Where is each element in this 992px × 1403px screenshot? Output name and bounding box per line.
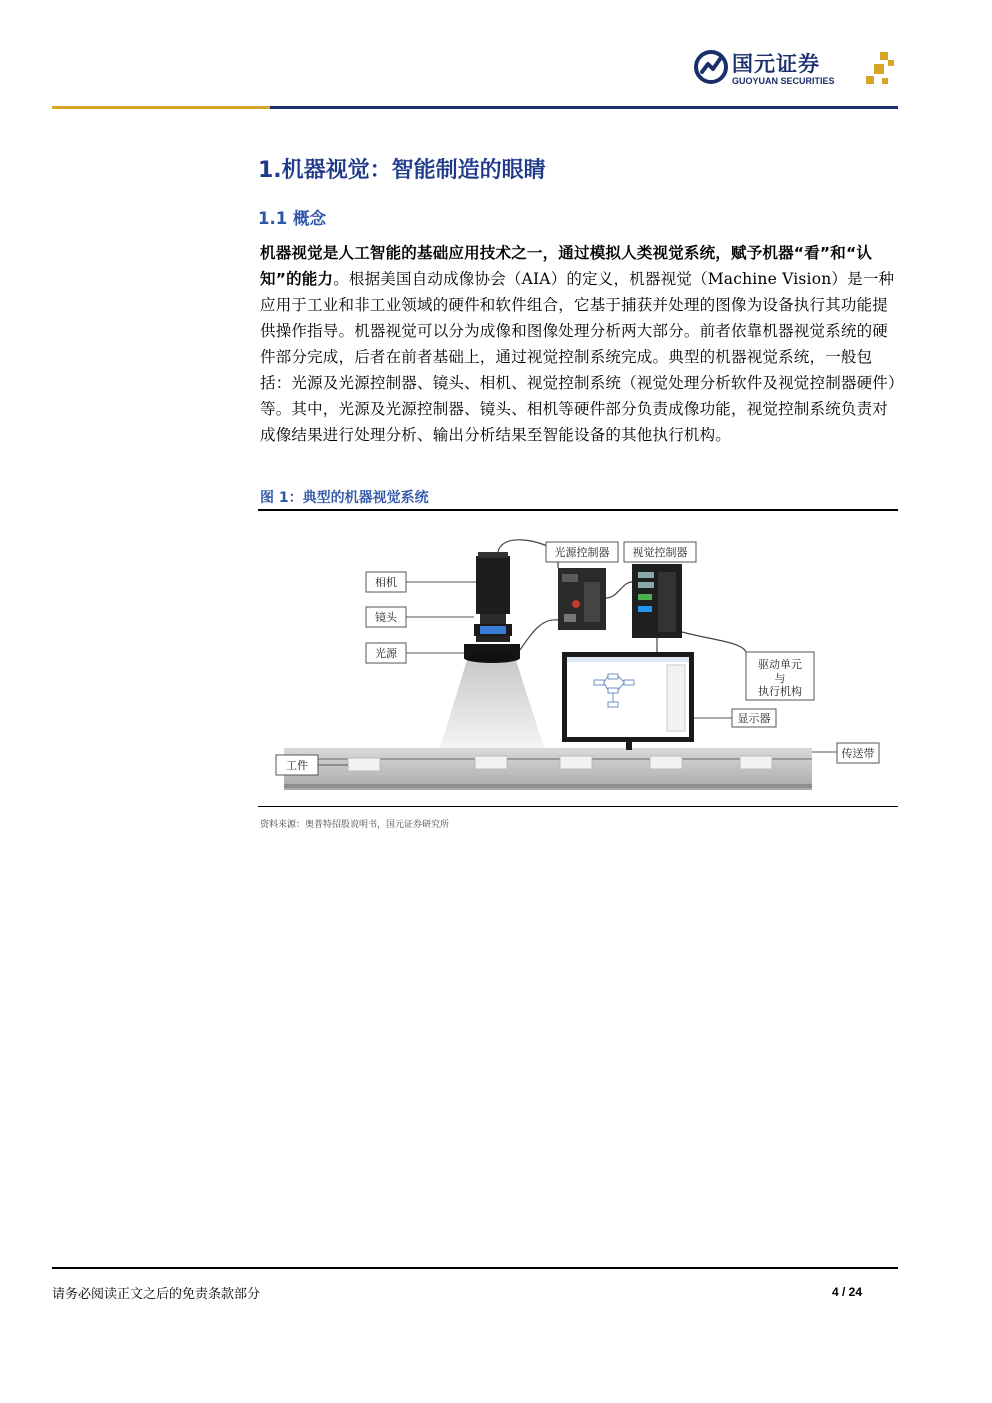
subsection-title: 1.1 概念 bbox=[258, 209, 326, 228]
company-logo bbox=[694, 48, 904, 92]
paragraph-body: 。根据美国自动成像协会（AIA）的定义，机器视觉（Machine Vision）是一种应用于工业和非工业领域的硬件和软件组合，它基于捕获并处理的图像为设备执行其功能提供操作指导。机器视觉可以分为成像和图像处理分析两大部分。前者依靠机器视觉系统的硬件部分完成，后者在前者基础上，通过视觉控制系统完成。典型的机器视觉系统，一般包括：光源及光源控制器、镜头、相机、视觉控制系统（视觉处理分析软件及视觉控制器硬件）等。其中，光源及光源控制器、镜头、相机等硬件部分负责成像功能，视觉控制系统负责对成像结果进行处理分析、输出分析结果至智能设备的其他执行机构。 bbox=[260, 270, 896, 444]
figure-rule-bottom bbox=[258, 806, 898, 807]
header-rule-gold bbox=[52, 106, 270, 109]
light-beam bbox=[440, 660, 544, 748]
label-drive-line2: 与 bbox=[774, 672, 786, 685]
logo-chinese-name: 国元证券 bbox=[732, 52, 820, 76]
label-light: 光源 bbox=[375, 647, 397, 660]
vision-controller-device bbox=[632, 564, 682, 638]
label-drive-line1: 驱动单元 bbox=[758, 658, 802, 671]
label-vision-controller: 视觉控制器 bbox=[632, 546, 688, 559]
label-conveyor: 传送带 bbox=[841, 747, 875, 760]
section-title: 1.机器视觉：智能制造的眼睛 bbox=[258, 158, 546, 183]
label-drive-line3: 执行机构 bbox=[758, 685, 802, 698]
monitor-device bbox=[562, 652, 694, 750]
figure-rule-top bbox=[258, 509, 898, 511]
footer-rule bbox=[52, 1267, 898, 1269]
label-monitor: 显示器 bbox=[737, 712, 771, 725]
logo-gold-squares-icon bbox=[866, 52, 896, 88]
label-workpiece: 工件 bbox=[286, 759, 308, 772]
cables bbox=[498, 540, 746, 652]
paragraph-bold-lead: 机器视觉是人工智能的基础应用技术之一，通过模拟人类视觉系统，赋予机器“看”和“认知”的能力 bbox=[260, 244, 873, 288]
body-paragraph bbox=[260, 240, 900, 448]
logo-emblem-icon bbox=[694, 50, 728, 84]
light-controller-device bbox=[558, 568, 606, 630]
label-lens: 镜头 bbox=[375, 611, 397, 624]
figure-source: 资料来源：奥普特招股说明书，国元证券研究所 bbox=[260, 820, 450, 830]
header-rule-navy bbox=[270, 106, 898, 109]
label-light-controller: 光源控制器 bbox=[554, 546, 610, 559]
logo-english-name: GUOYUAN SECURITIES bbox=[732, 76, 835, 86]
figure-title: 图 1：典型的机器视觉系统 bbox=[260, 490, 429, 506]
footer-disclaimer: 请务必阅读正文之后的免责条款部分 bbox=[52, 1287, 261, 1302]
label-camera: 相机 bbox=[375, 576, 397, 589]
machine-vision-diagram bbox=[262, 522, 896, 804]
camera-assembly bbox=[464, 552, 520, 663]
page-number: 4 / 24 bbox=[832, 1285, 863, 1299]
